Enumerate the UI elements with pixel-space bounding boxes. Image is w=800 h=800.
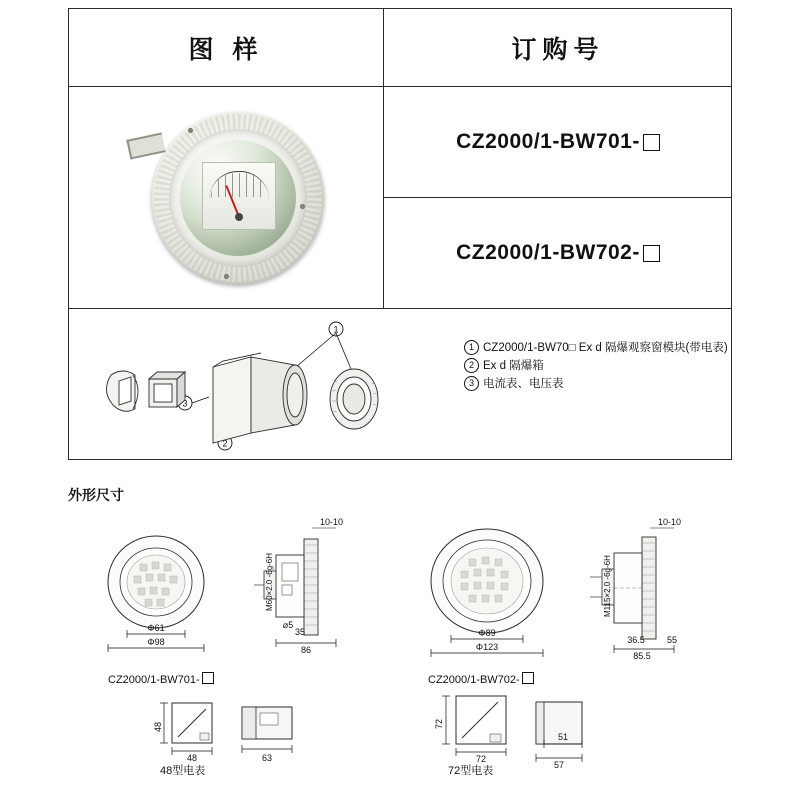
- product-photo-cell: [69, 87, 384, 309]
- bw702-front-view: [425, 525, 555, 665]
- legend-text-2: Ex d 隔爆箱: [483, 360, 544, 372]
- order-code-row-1: [384, 87, 732, 198]
- meter72-caption: 72型电表: [448, 765, 494, 777]
- caption-suffix-box: [202, 672, 214, 684]
- caption-suffix-box: [522, 672, 534, 684]
- svg-text:1: 1: [333, 324, 339, 335]
- svg-text:55: 55: [666, 635, 678, 645]
- order-code-row-2: [384, 198, 732, 309]
- svg-text:57: 57: [553, 760, 565, 770]
- mounting-clip: [126, 132, 165, 159]
- dial-pivot: [235, 213, 243, 221]
- svg-text:⌀5: ⌀5: [282, 620, 294, 630]
- svg-text:48: 48: [153, 721, 163, 733]
- legend-list: [464, 339, 728, 393]
- screw-icon: [224, 274, 229, 279]
- svg-text:72: 72: [475, 754, 487, 764]
- svg-text:63: 63: [261, 753, 273, 763]
- order-suffix-box: [643, 245, 660, 262]
- legend-cell: [69, 309, 732, 460]
- svg-text:10-10: 10-10: [320, 517, 344, 527]
- list-item: [464, 357, 728, 375]
- bw702-caption-text: CZ2000/1-BW702-: [428, 674, 520, 686]
- svg-text:36.5: 36.5: [627, 635, 645, 645]
- header-cell-drawing: 图 样: [69, 9, 384, 86]
- table-header-row: [69, 9, 731, 87]
- list-item: [464, 375, 728, 393]
- bw701-front-view: [100, 530, 220, 660]
- svg-text:86: 86: [300, 645, 312, 655]
- explosion-proof-meter-photo: [128, 108, 324, 288]
- svg-text:35: 35: [294, 627, 306, 637]
- exploded-assembly-diagram: [89, 317, 439, 457]
- svg-text:3: 3: [182, 398, 188, 409]
- order-suffix-box: [643, 134, 660, 151]
- legend-number-1: 1: [464, 340, 479, 355]
- screw-icon: [300, 204, 305, 209]
- svg-text:Φ123: Φ123: [475, 642, 499, 652]
- svg-text:M60×2.0 -6g-6H: M60×2.0 -6g-6H: [265, 552, 274, 611]
- svg-text:51: 51: [557, 732, 569, 742]
- svg-text:Φ61: Φ61: [147, 623, 165, 633]
- svg-text:10-10: 10-10: [658, 517, 682, 527]
- bw702-caption: [428, 672, 534, 686]
- meter-dial: [202, 162, 276, 230]
- product-table: [68, 8, 732, 460]
- bw701-caption-text: CZ2000/1-BW701-: [108, 674, 200, 686]
- order-code-2: CZ2000/1-BW702-: [456, 241, 640, 264]
- svg-text:2: 2: [222, 438, 228, 449]
- meter48-caption: 48型电表: [160, 765, 206, 777]
- svg-text:72: 72: [434, 718, 444, 730]
- svg-text:85.5: 85.5: [633, 651, 651, 661]
- meter48-views: [150, 695, 330, 765]
- legend-text-3: 电流表、电压表: [483, 378, 564, 390]
- legend-text-1: CZ2000/1-BW70□ Ex d 隔爆观察窗模块(带电表): [483, 342, 728, 354]
- dimensions-section-title: 外形尺寸: [68, 487, 124, 503]
- legend-number-3: 3: [464, 376, 479, 391]
- svg-text:Φ89: Φ89: [478, 628, 496, 638]
- bw701-caption: [108, 672, 214, 686]
- bw701-side-view: [240, 515, 370, 665]
- order-code-1: CZ2000/1-BW701-: [456, 130, 640, 153]
- meter72-views: [430, 690, 620, 770]
- svg-text:48: 48: [186, 753, 198, 763]
- screw-icon: [188, 128, 193, 133]
- svg-text:Φ98: Φ98: [147, 637, 165, 647]
- svg-text:M115×2.0 -6g-6H: M115×2.0 -6g-6H: [603, 555, 612, 617]
- list-item: [464, 339, 728, 357]
- header-cell-order-no: 订购号: [511, 35, 605, 64]
- legend-number-2: 2: [464, 358, 479, 373]
- bw702-side-view: [580, 515, 710, 665]
